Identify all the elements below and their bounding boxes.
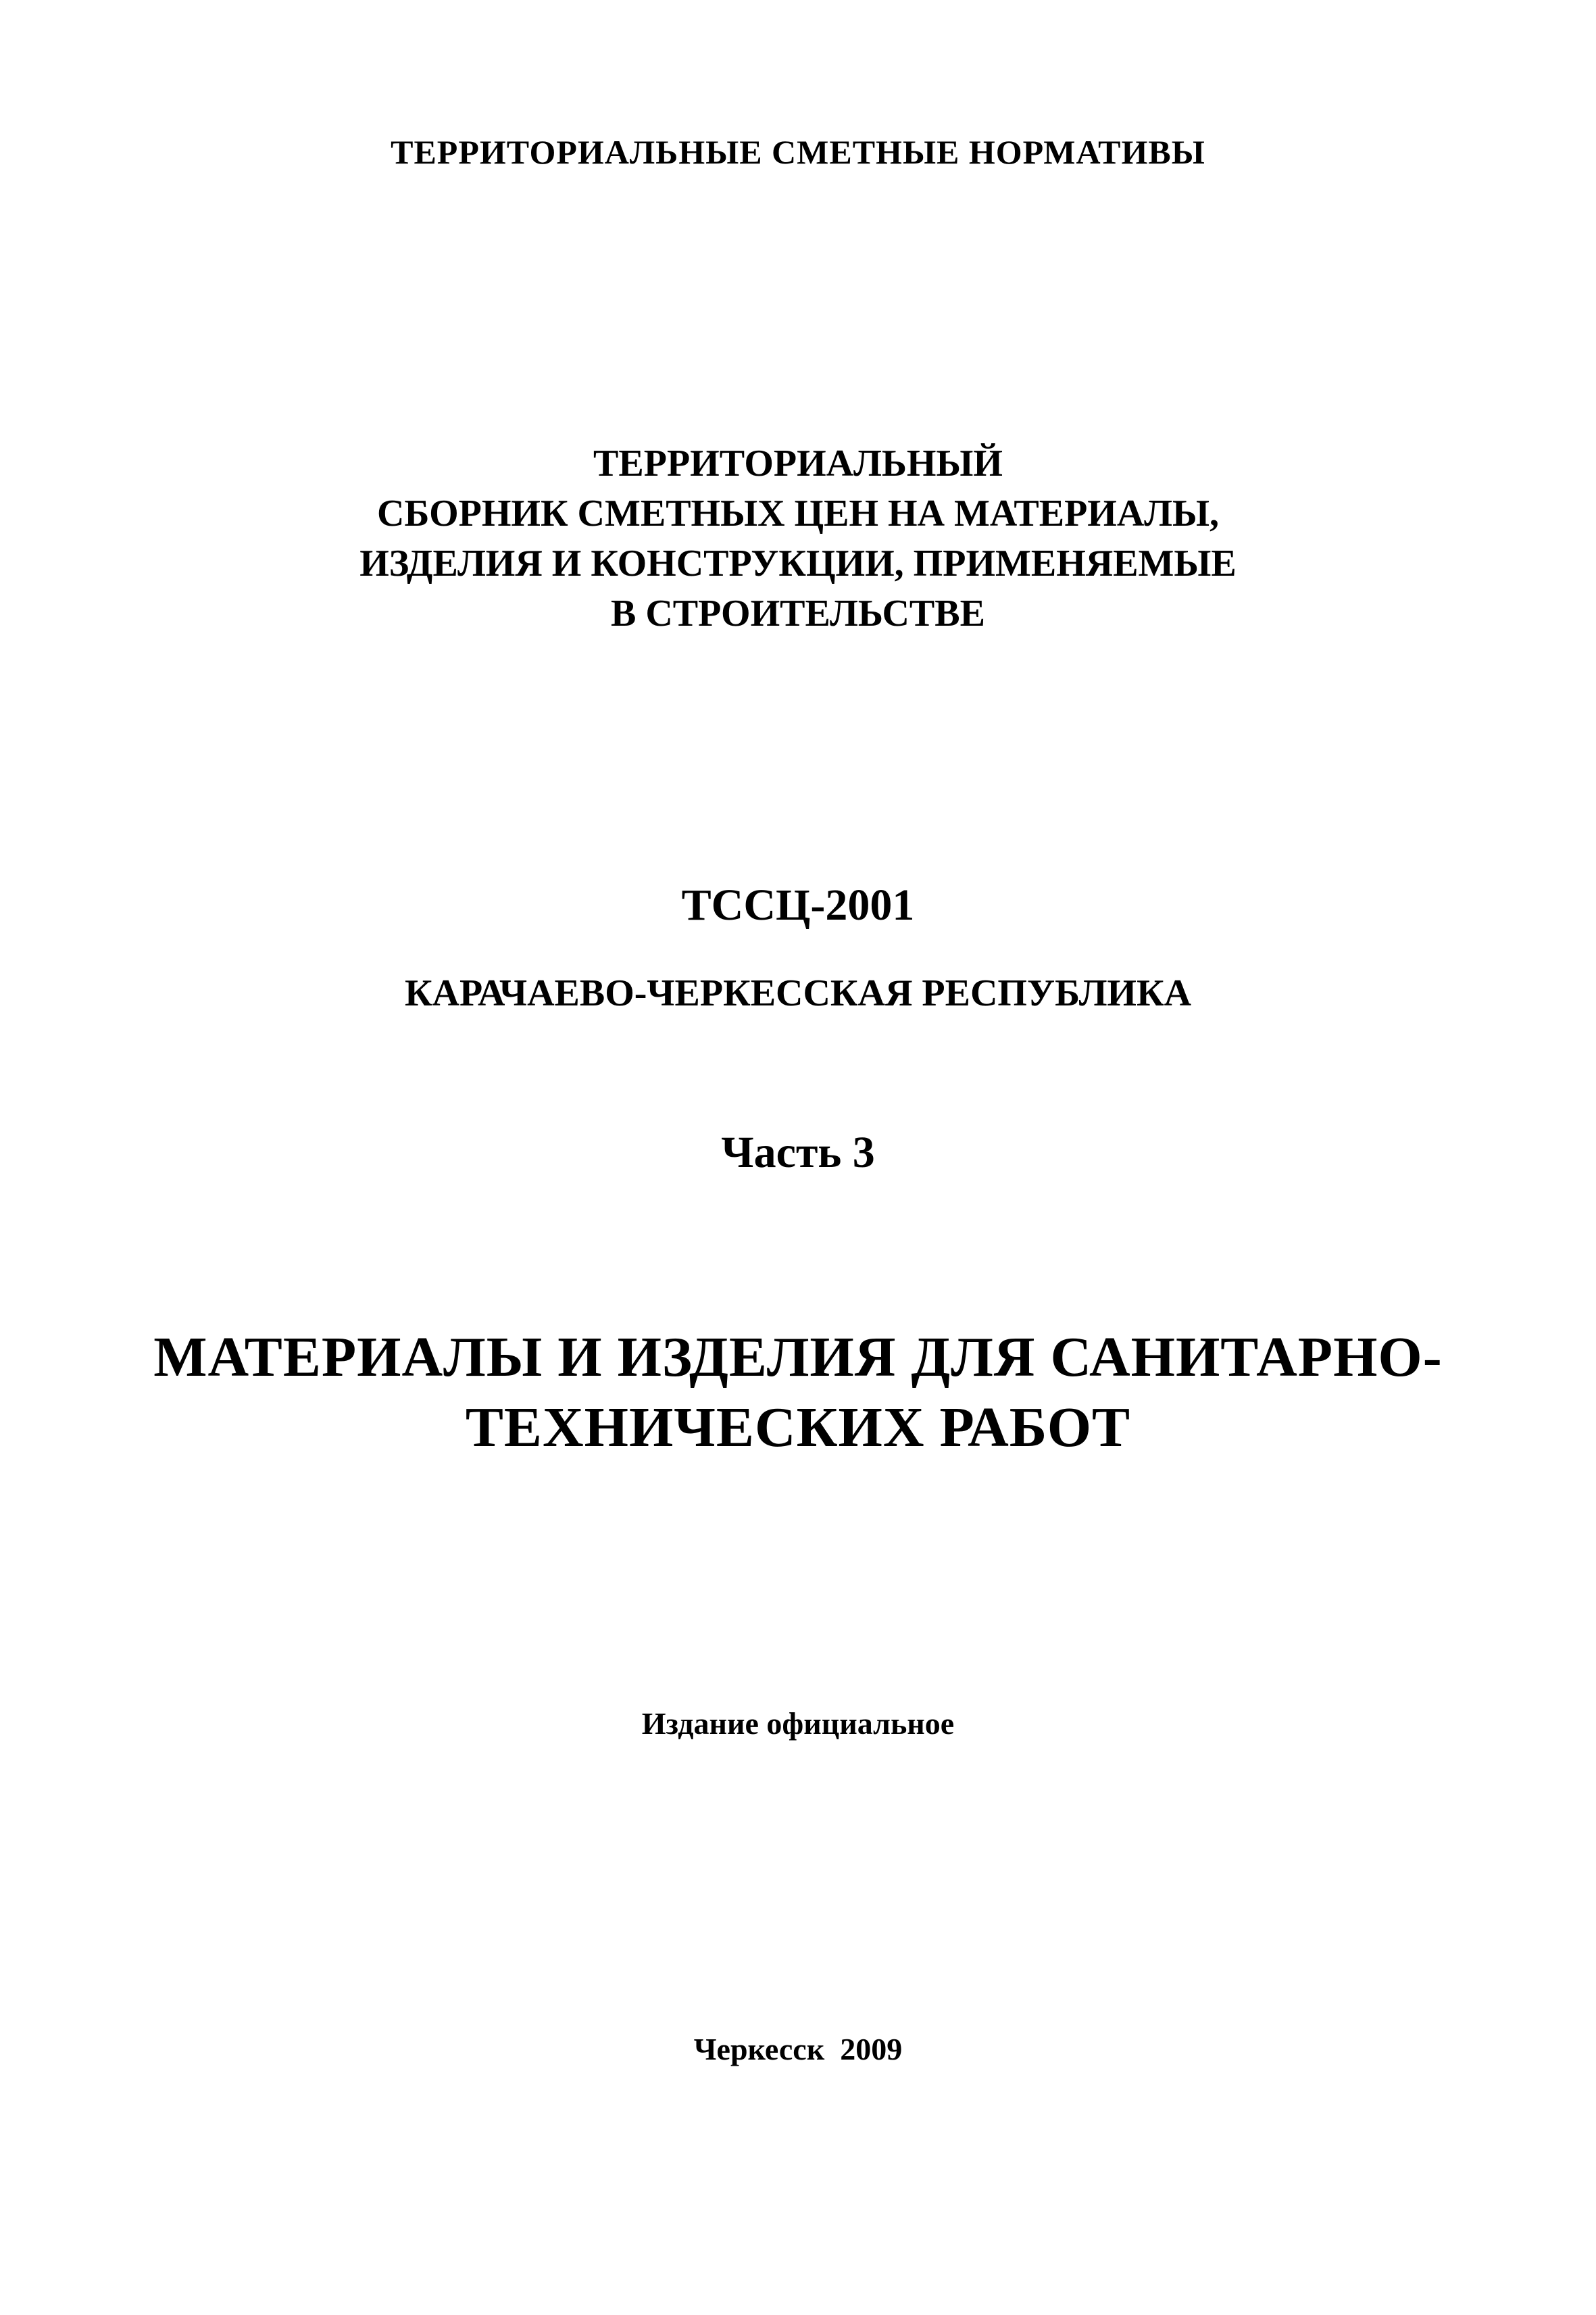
collection-title-line: СБОРНИК СМЕТНЫХ ЦЕН НА МАТЕРИАЛЫ, [376,493,1220,534]
document-code: ТССЦ-2001 [681,880,915,930]
series-title: ТЕРРИТОРИАЛЬНЫЕ СМЕТНЫЕ НОРМАТИВЫ [391,133,1205,171]
region-name: КАРАЧАЕВО-ЧЕРКЕССКАЯ РЕСПУБЛИКА [404,972,1192,1014]
edition-note: Издание официальное [641,1706,955,1741]
collection-title-line: ИЗДЕЛИЯ И КОНСТРУКЦИИ, ПРИМЕНЯЕМЫЕ [359,543,1237,584]
imprint-place-year: Черкесск 2009 [693,2032,903,2066]
subject-title-line: ТЕХНИЧЕСКИХ РАБОТ [465,1396,1131,1459]
collection-title-line: ТЕРРИТОРИАЛЬНЫЙ [593,443,1003,484]
collection-title-line: В СТРОИТЕЛЬСТВЕ [611,593,985,634]
part-number: Часть 3 [721,1128,875,1177]
subject-title-line: МАТЕРИАЛЫ И ИЗДЕЛИЯ ДЛЯ САНИТАРНО- [153,1326,1443,1389]
